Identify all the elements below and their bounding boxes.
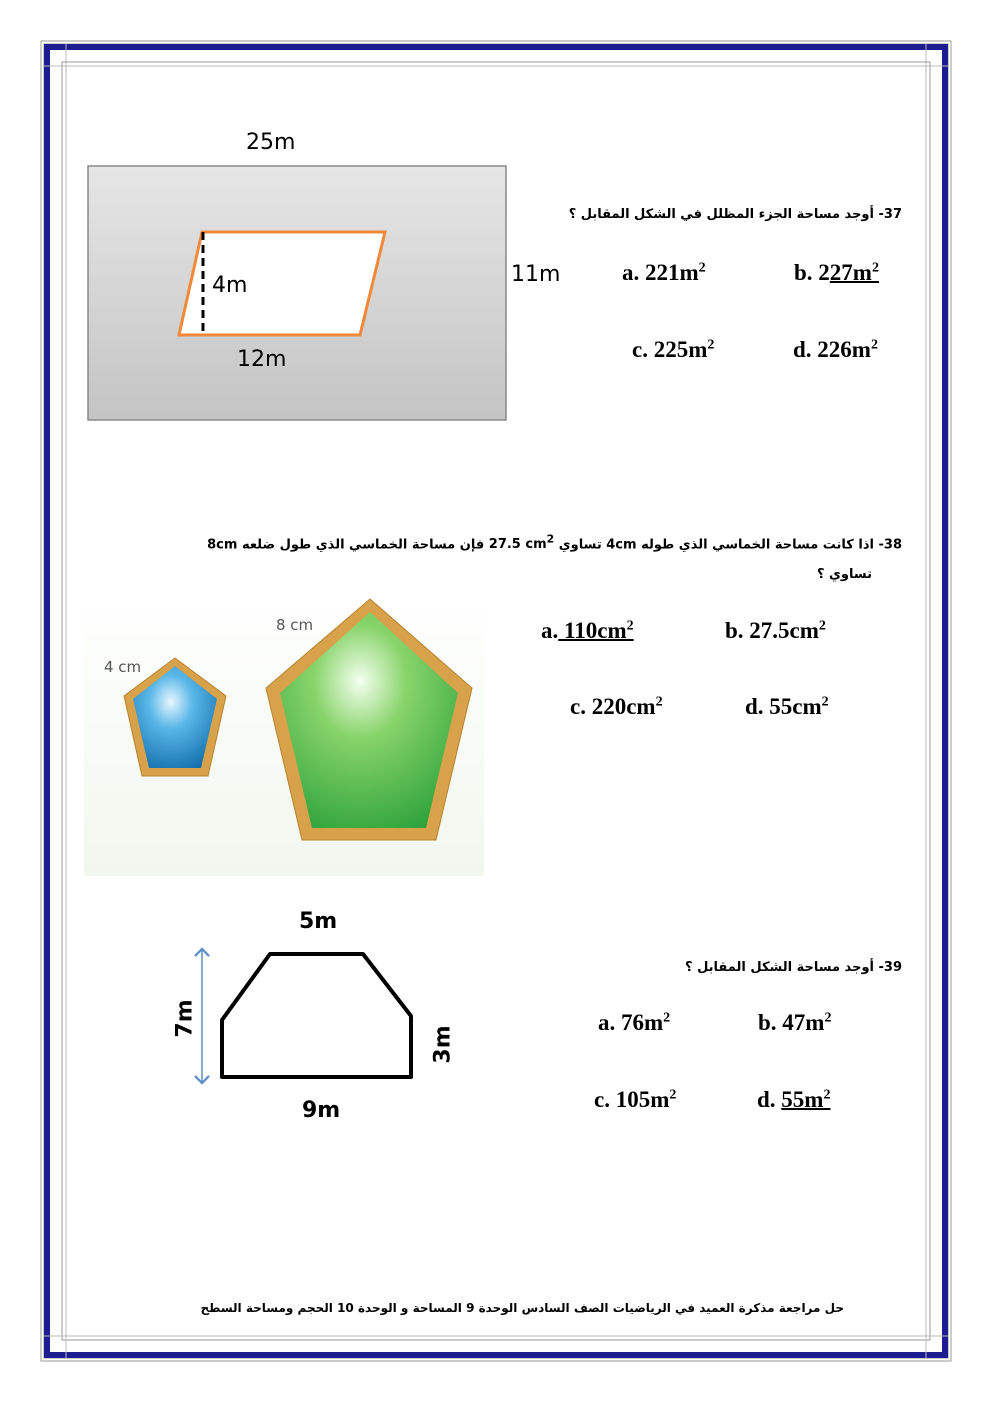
q37-option-b[interactable]: b. $227m^2$ bbox=[794, 260, 879, 285]
small-pentagon-label: 4 cm bbox=[104, 658, 142, 676]
trapezoid-pentagon-shape bbox=[222, 954, 411, 1077]
q38-option-b[interactable]: b. $27.5cm^2$ bbox=[725, 618, 826, 643]
q39-top-label: 5m bbox=[299, 909, 338, 934]
q37-option-c[interactable]: c. $225m^2$ bbox=[632, 337, 715, 362]
q38-option-d[interactable]: d. $55cm^2$ bbox=[745, 694, 829, 719]
page-footer: حل مراجعة مذكرة العميد في الرياضيات الصف السادس الوحدة 9 المساحة و الوحدة 10 الحجم ومساحة السطح bbox=[200, 1301, 844, 1315]
q38-question-line1: 38- اذا كانت مساحة الخماسي الذي طوله 4cm تساوي 27.5 $cm^2$ فإن مساحة الخماسي الذي طول ضلعه 8cm bbox=[207, 533, 902, 553]
large-pentagon-label: 8 cm bbox=[276, 616, 314, 634]
q38-question-line2: تساوي ؟ bbox=[816, 567, 872, 582]
q38-option-a[interactable]: a. $110cm^2$ bbox=[541, 618, 634, 643]
parallelogram bbox=[179, 232, 385, 335]
q39-right-label: 3m bbox=[430, 1025, 456, 1064]
q39-option-b[interactable]: b. $47m^2$ bbox=[758, 1010, 832, 1035]
q39-figure bbox=[190, 940, 430, 1090]
q39-question: 39- أوجد مساحة الشكل المقابل ؟ bbox=[685, 960, 902, 975]
q37-question: 37- أوجد مساحة الجزء المظلل في الشكل المقابل ؟ bbox=[568, 207, 902, 222]
q39-option-d[interactable]: d. $55m^2$ bbox=[757, 1087, 831, 1112]
q38-figure bbox=[84, 596, 484, 876]
q39-option-c[interactable]: c. $105m^2$ bbox=[594, 1087, 677, 1112]
q37-option-d[interactable]: d. $226m^2$ bbox=[793, 337, 878, 362]
q37-para-base-label: 12m bbox=[237, 347, 287, 372]
q37-height-label: 11m bbox=[511, 262, 561, 287]
q39-left-label: 7m bbox=[172, 999, 198, 1038]
q39-option-a[interactable]: a. $76m^2$ bbox=[598, 1010, 671, 1035]
q37-para-height-label: 4m bbox=[212, 273, 248, 298]
q37-figure bbox=[80, 160, 520, 430]
q39-bottom-label: 9m bbox=[302, 1098, 341, 1123]
q38-option-c[interactable]: c. $220cm^2$ bbox=[570, 694, 663, 719]
q37-width-label: 25m bbox=[246, 130, 296, 155]
q37-option-a[interactable]: a. $221m^2$ bbox=[622, 260, 706, 285]
